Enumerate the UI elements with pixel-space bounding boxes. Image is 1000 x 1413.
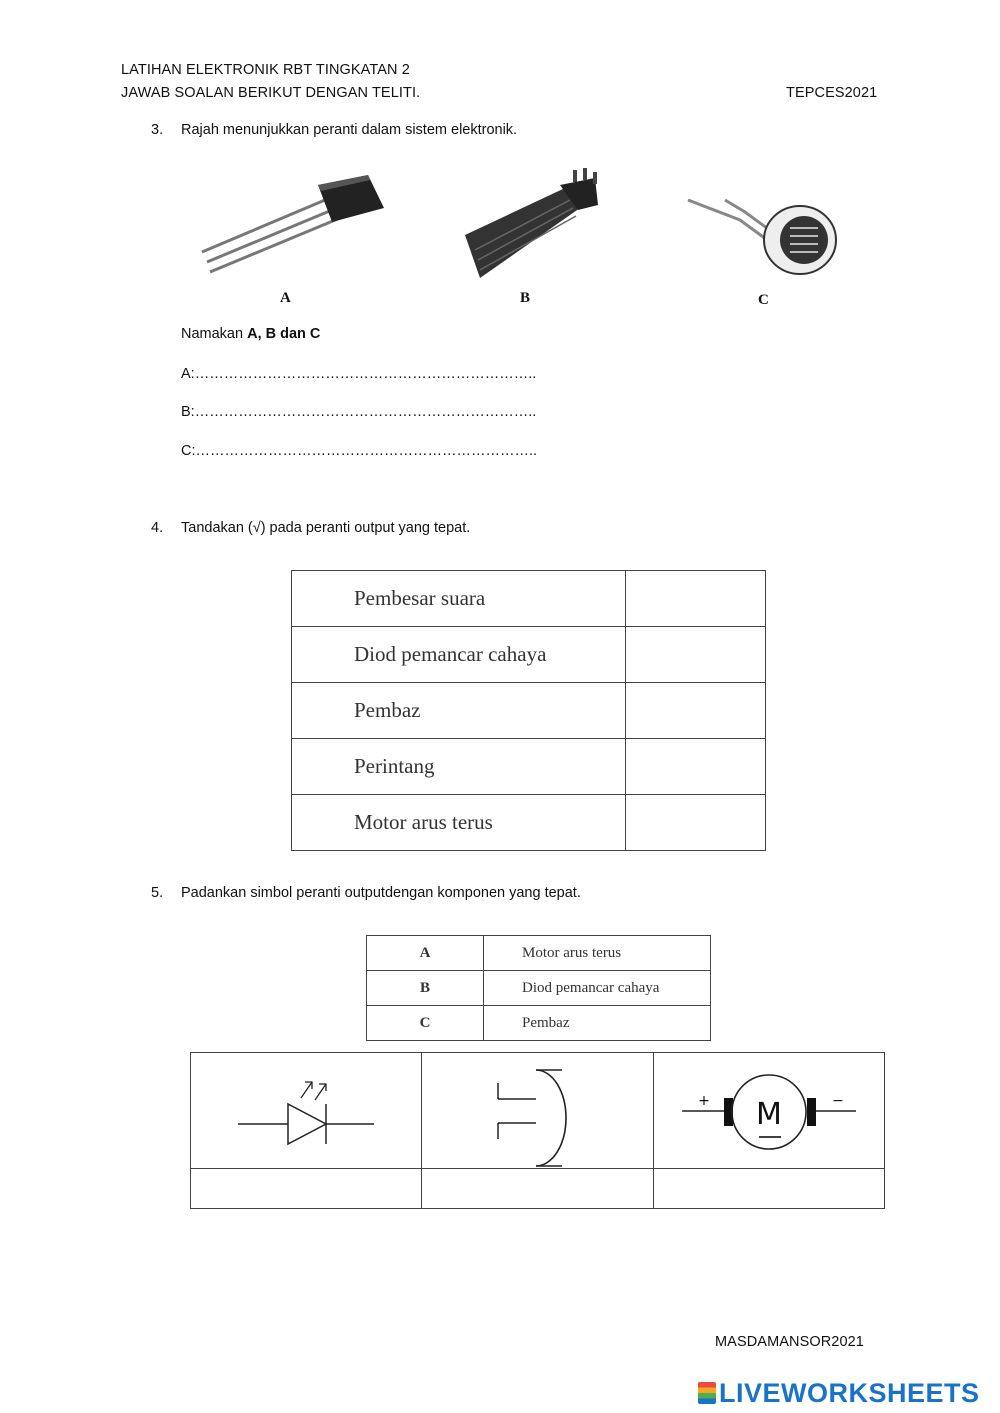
header-line-1: LATIHAN ELEKTRONIK RBT TINGKATAN 2 xyxy=(121,62,410,78)
q5-key: C xyxy=(367,1006,484,1041)
device-c-image xyxy=(688,200,836,274)
logo-mark-icon xyxy=(698,1382,716,1404)
table-row xyxy=(292,627,766,683)
answer-line-c[interactable]: C:…………………………………………………………….. xyxy=(181,443,538,459)
q5-value: Motor arus terus xyxy=(484,936,711,971)
q4-number: 4. xyxy=(151,520,164,536)
table-row xyxy=(292,571,766,627)
q4-row-label: Pembaz xyxy=(292,683,626,739)
motor-minus: − xyxy=(832,1093,844,1109)
q4-tick-box[interactable] xyxy=(626,739,766,795)
q4-text: Tandakan (√) pada peranti output yang tepat. xyxy=(181,520,471,536)
q5-answer-cell-1[interactable] xyxy=(191,1169,421,1208)
table-row xyxy=(292,739,766,795)
q5-symbol-grid xyxy=(190,1052,885,1209)
device-b-image xyxy=(465,168,598,278)
q4-row-label: Diod pemancar cahaya xyxy=(292,627,626,683)
q5-answer-cell-3[interactable] xyxy=(654,1169,884,1208)
q3-instruction-bold: A, B dan C xyxy=(247,326,321,342)
q4-row-label: Motor arus terus xyxy=(292,795,626,851)
q3-number: 3. xyxy=(151,122,164,138)
header-line-2: JAWAB SOALAN BERIKUT DENGAN TELITI. xyxy=(121,85,421,101)
device-a-image xyxy=(202,175,384,272)
header-code: TEPCES2021 xyxy=(786,85,878,101)
table-row xyxy=(292,683,766,739)
motor-letter: M xyxy=(756,1097,782,1132)
q4-tick-box[interactable] xyxy=(626,627,766,683)
q3-instruction-prefix: Namakan xyxy=(181,326,248,342)
image-label-a: A xyxy=(280,290,291,306)
q5-number: 5. xyxy=(151,885,164,901)
image-label-b: B xyxy=(520,290,531,306)
buzzer-symbol-icon xyxy=(422,1053,653,1168)
q5-answer-cell-2[interactable] xyxy=(422,1169,653,1208)
q4-row-label: Pembesar suara xyxy=(292,571,626,627)
table-row xyxy=(367,1006,711,1041)
table-row xyxy=(367,971,711,1006)
answer-line-a[interactable]: A:…………………………………………………………….. xyxy=(181,366,537,382)
q5-key: A xyxy=(367,936,484,971)
table-row xyxy=(292,795,766,851)
logo-text: LIVEWORKSHEETS xyxy=(719,1378,980,1408)
q5-text: Padankan simbol peranti outputdengan komponen yang tepat. xyxy=(181,885,581,901)
q4-tick-box[interactable] xyxy=(626,683,766,739)
q4-tick-box[interactable] xyxy=(626,795,766,851)
q5-value: Diod pemancar cahaya xyxy=(484,971,711,1006)
footer-author: MASDAMANSOR2021 xyxy=(715,1334,864,1350)
q5-value: Pembaz xyxy=(484,1006,711,1041)
image-label-c: C xyxy=(758,292,769,308)
answer-line-b[interactable]: B:…………………………………………………………….. xyxy=(181,404,537,420)
motor-symbol-icon xyxy=(654,1053,884,1168)
q3-text: Rajah menunjukkan peranti dalam sistem elektronik. xyxy=(181,122,518,138)
q4-row-label: Perintang xyxy=(292,739,626,795)
led-symbol-icon xyxy=(191,1053,421,1168)
q5-key: B xyxy=(367,971,484,1006)
liveworksheets-logo xyxy=(698,1378,980,1409)
q5-key-table xyxy=(366,935,711,1041)
q4-table xyxy=(291,570,766,851)
motor-plus: + xyxy=(698,1093,710,1109)
q4-tick-box[interactable] xyxy=(626,571,766,627)
q3-instruction xyxy=(181,326,320,342)
table-row xyxy=(367,936,711,971)
